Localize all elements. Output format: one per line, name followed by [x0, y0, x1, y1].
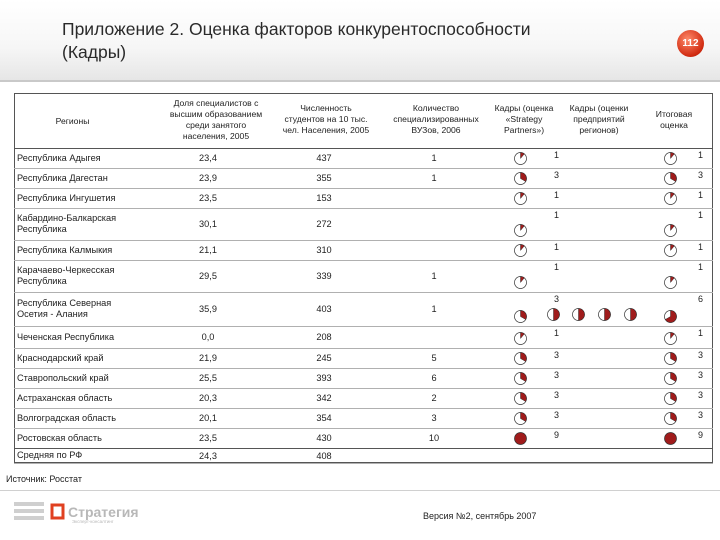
score-pie-total	[664, 224, 677, 237]
region-name: Республика Северная Осетия - Алания	[17, 298, 112, 319]
column-header-total	[640, 109, 708, 131]
cell-students: 408	[316, 450, 332, 461]
score-strategy: 9	[554, 430, 560, 440]
region-name: Ростовская область	[17, 432, 102, 443]
row-divider	[14, 428, 713, 429]
enterprise-rating-pie	[547, 308, 560, 321]
score-pie-total	[664, 152, 677, 165]
cell-share: 30,1	[199, 219, 217, 229]
cell-share: 35,9	[199, 304, 217, 314]
score-strategy: 3	[554, 350, 560, 360]
score-total: 3	[698, 350, 704, 360]
column-header-line: Итоговая	[655, 109, 693, 119]
score-pie-total	[664, 332, 677, 345]
column-header-line: Кадры (оценка	[494, 103, 554, 113]
enterprise-rating-pie	[624, 308, 637, 321]
score-total: 3	[698, 370, 704, 380]
cell-students: 208	[316, 332, 332, 342]
score-strategy: 3	[554, 390, 560, 400]
region-name: Карачаево-Черкесская Республика	[17, 265, 115, 286]
row-divider	[14, 368, 713, 369]
score-pie-strategy	[514, 276, 527, 289]
title-line-2: (Кадры)	[62, 42, 127, 62]
cell-universities: 6	[431, 373, 437, 383]
score-pie-total	[664, 172, 677, 185]
column-header-line: предприятий	[573, 114, 625, 124]
region-name: Волгоградская область	[17, 412, 117, 423]
row-divider	[14, 348, 713, 349]
row-divider	[14, 388, 713, 389]
column-header-strategy	[488, 103, 560, 136]
column-header-line: чел. Населения, 2005	[282, 125, 370, 135]
score-pie-strategy	[514, 332, 527, 345]
company-logo	[14, 500, 164, 524]
score-strategy: 1	[554, 328, 560, 338]
row-divider	[14, 240, 713, 241]
score-pie-total	[664, 412, 677, 425]
score-strategy: 1	[554, 242, 560, 252]
score-pie-strategy	[514, 152, 527, 165]
title-line-1: Приложение 2. Оценка факторов конкурентоспособности	[62, 19, 531, 39]
enterprise-rating-pie	[598, 308, 611, 321]
cell-students: 342	[316, 393, 332, 403]
row-divider	[14, 292, 713, 293]
column-header-line: Partners»)	[503, 125, 545, 135]
cell-students: 430	[316, 433, 332, 443]
score-pie-strategy	[514, 372, 527, 385]
score-total: 9	[698, 430, 704, 440]
cell-universities: 1	[431, 153, 437, 163]
page-title	[62, 18, 622, 64]
svg-text:Эксперт-консалтинг: Эксперт-консалтинг	[72, 519, 114, 524]
region-name: Республика Дагестан	[17, 172, 108, 183]
score-total: 1	[698, 262, 704, 272]
cell-share: 29,5	[199, 271, 217, 281]
cell-universities: 2	[431, 393, 437, 403]
column-header-line: Доля специалистов с	[173, 98, 259, 108]
score-total: 1	[698, 242, 704, 252]
score-pie-total	[664, 192, 677, 205]
score-pie-total	[664, 310, 677, 323]
column-header-line: регионов)	[579, 125, 619, 135]
score-strategy: 1	[554, 150, 560, 160]
cell-share: 20,1	[199, 413, 217, 423]
row-divider	[14, 408, 713, 409]
cell-share: 21,1	[199, 245, 217, 255]
column-header-line: специализированных	[393, 114, 479, 124]
column-header-line: среди занятого	[185, 120, 247, 130]
cell-share: 23,4	[199, 153, 217, 163]
header-divider	[0, 80, 720, 82]
column-header-line: высшим образованием	[169, 109, 263, 119]
cell-students: 310	[316, 245, 332, 255]
score-total: 3	[698, 390, 704, 400]
score-pie-strategy	[514, 392, 527, 405]
score-total: 6	[698, 294, 704, 304]
cell-students: 393	[316, 373, 332, 383]
cell-universities: 10	[428, 433, 440, 443]
score-pie-strategy	[514, 432, 527, 445]
score-strategy: 1	[554, 210, 560, 220]
row-divider	[14, 463, 713, 464]
svg-text:Стратегия: Стратегия	[68, 504, 139, 520]
score-strategy: 3	[554, 170, 560, 180]
cell-share: 23,9	[199, 173, 217, 183]
enterprise-rating-pie	[572, 308, 585, 321]
region-name: Краснодарский край	[17, 352, 104, 363]
cell-share: 24,3	[199, 450, 217, 461]
region-name: Республика Адыгея	[17, 152, 101, 163]
cell-share: 21,9	[199, 353, 217, 363]
row-divider	[14, 260, 713, 261]
column-header-line: ВУЗов, 2006	[411, 125, 461, 135]
cell-students: 355	[316, 173, 332, 183]
score-pie-total	[664, 372, 677, 385]
cell-universities: 1	[431, 173, 437, 183]
column-header-line: Кадры (оценки	[569, 103, 629, 113]
column-header-region	[20, 116, 125, 127]
column-header-enterprises	[560, 103, 638, 136]
score-strategy: 3	[554, 410, 560, 420]
cell-universities: 1	[431, 304, 437, 314]
column-header-line: Численность	[300, 103, 352, 113]
score-pie-total	[664, 392, 677, 405]
region-name: Республика Ингушетия	[17, 192, 116, 203]
score-pie-total	[664, 352, 677, 365]
score-pie-total	[664, 244, 677, 257]
score-total: 1	[698, 328, 704, 338]
cell-share: 25,5	[199, 373, 217, 383]
score-total: 1	[698, 210, 704, 220]
version-label: Версия №2, сентябрь 2007	[423, 511, 537, 521]
source-note: Источник: Росстат	[6, 474, 82, 484]
score-pie-total	[664, 432, 677, 445]
cell-share: 23,5	[199, 193, 217, 203]
cell-students: 153	[316, 193, 332, 203]
row-divider	[14, 448, 713, 449]
column-header-line: Регионы	[55, 116, 90, 126]
cell-students: 354	[316, 413, 332, 423]
score-pie-total	[664, 276, 677, 289]
column-header-line: студентов на 10 тыс.	[284, 114, 368, 124]
column-header-share	[160, 98, 272, 142]
score-strategy: 1	[554, 262, 560, 272]
score-pie-strategy	[514, 412, 527, 425]
region-name: Чеченская Республика	[17, 331, 115, 342]
region-name: Астраханская область	[17, 392, 113, 403]
column-header-students	[272, 103, 380, 136]
score-total: 1	[698, 190, 704, 200]
score-pie-strategy	[514, 244, 527, 257]
score-pie-strategy	[514, 172, 527, 185]
row-divider	[14, 188, 713, 189]
cell-students: 339	[316, 271, 332, 281]
cell-universities: 3	[431, 413, 437, 423]
score-pie-strategy	[514, 224, 527, 237]
row-divider	[14, 148, 713, 149]
score-strategy: 3	[554, 294, 560, 304]
region-name: Республика Калмыкия	[17, 244, 113, 255]
row-divider	[14, 168, 713, 169]
score-strategy: 3	[554, 370, 560, 380]
score-pie-strategy	[514, 352, 527, 365]
cell-share: 23,5	[199, 433, 217, 443]
score-total: 3	[698, 410, 704, 420]
cell-students: 403	[316, 304, 332, 314]
cell-universities: 1	[431, 271, 437, 281]
row-divider	[14, 326, 713, 327]
column-header-line: населения, 2005	[182, 131, 250, 141]
region-name: Ставропольский край	[17, 372, 109, 383]
cell-students: 245	[316, 353, 332, 363]
cell-share: 20,3	[199, 393, 217, 403]
column-header-universities	[380, 103, 492, 136]
cell-universities: 5	[431, 353, 437, 363]
page-number-badge: 112	[677, 30, 704, 57]
cell-students: 437	[316, 153, 332, 163]
column-header-line: оценка	[660, 120, 688, 130]
cell-share: 0,0	[201, 332, 215, 342]
score-pie-strategy	[514, 310, 527, 323]
footer-divider	[0, 490, 720, 491]
row-divider	[14, 208, 713, 209]
score-pie-strategy	[514, 192, 527, 205]
region-name: Средняя по РФ	[17, 450, 83, 460]
score-strategy: 1	[554, 190, 560, 200]
column-header-line: «Strategy	[505, 114, 543, 124]
score-total: 1	[698, 150, 704, 160]
region-name: Кабардино-Балкарская Республика	[17, 213, 117, 234]
cell-students: 272	[316, 219, 332, 229]
score-total: 3	[698, 170, 704, 180]
column-header-line: Количество	[412, 103, 460, 113]
